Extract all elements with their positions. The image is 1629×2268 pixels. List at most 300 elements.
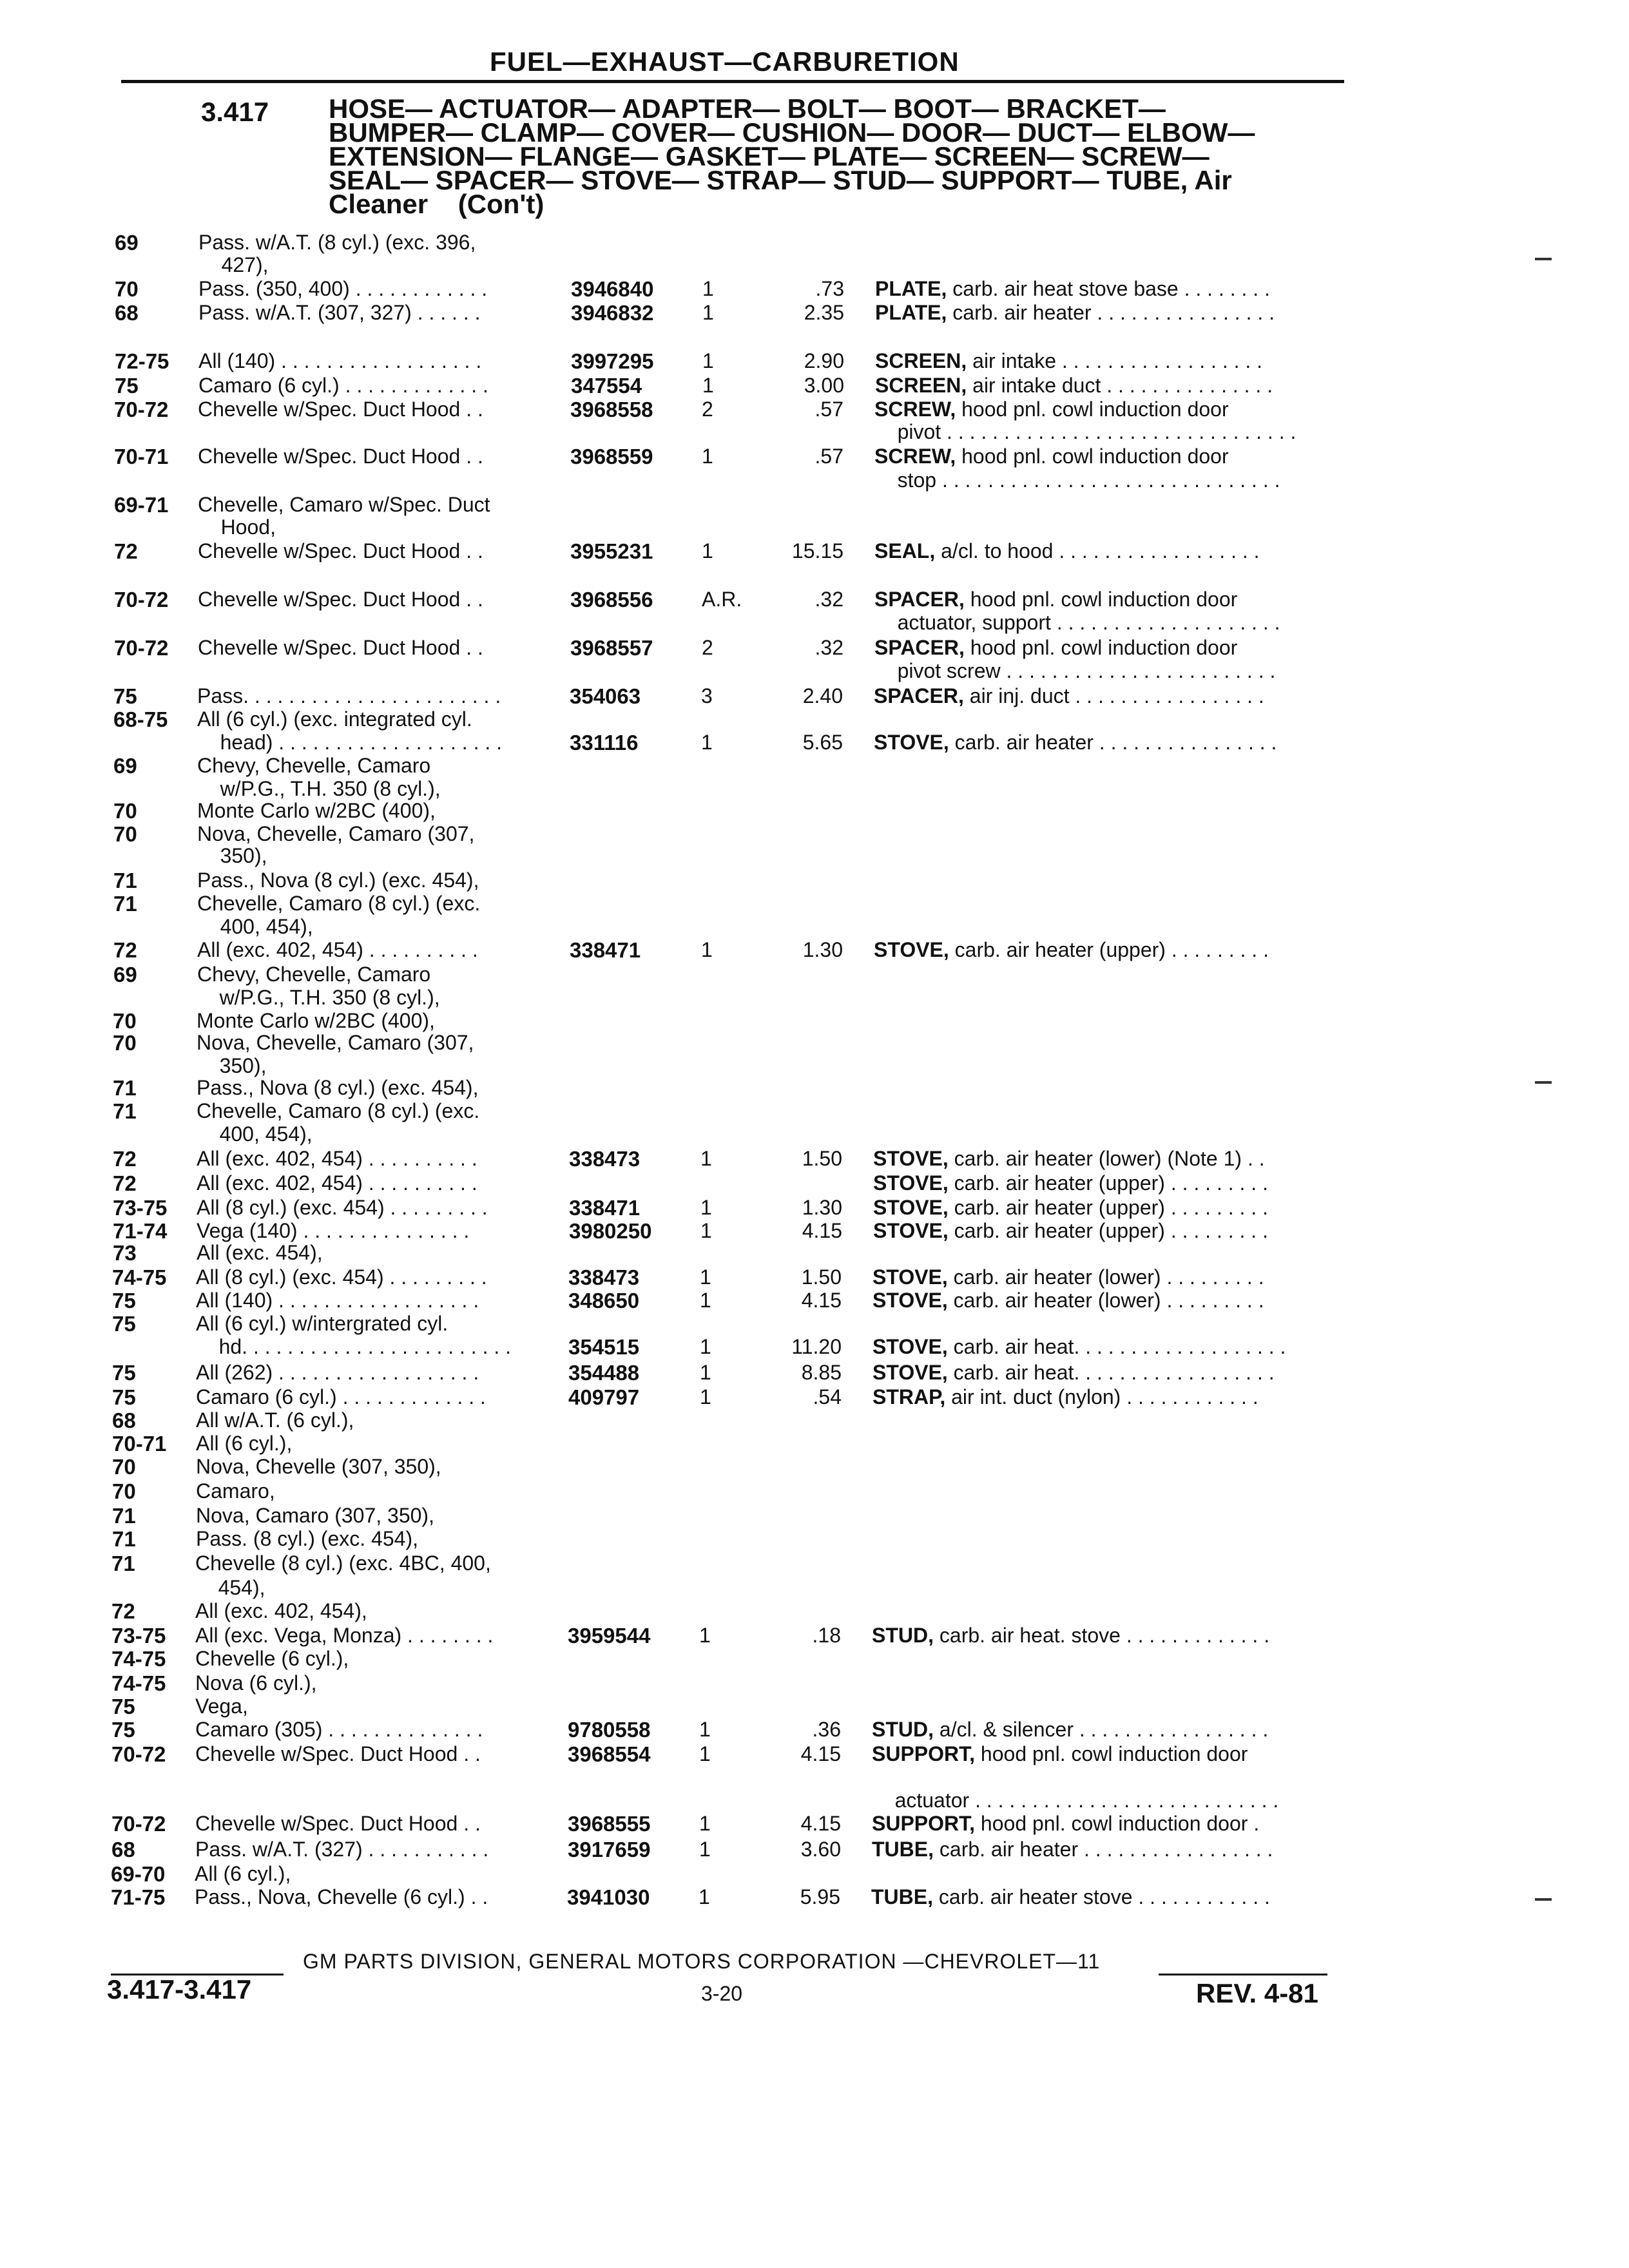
- price: .57: [815, 398, 843, 421]
- footer-page-number: 3-20: [701, 1982, 743, 2005]
- description: [872, 1742, 1248, 1766]
- part-number: 338473: [569, 1147, 641, 1171]
- model-years: 70-71: [114, 445, 169, 468]
- price: 1.30: [802, 938, 843, 961]
- description: [872, 1289, 1264, 1312]
- price: 1.50: [802, 1147, 842, 1170]
- footer-division: GM PARTS DIVISION, GENERAL MOTORS CORPORATION —CHEVROLET—11: [303, 1950, 1101, 1973]
- description-text: actuator . . . . . . . . . . . . . . . . . . . . . . . . . . .: [872, 1789, 1279, 1812]
- application: Camaro (6 cyl.) . . . . . . . . . . . . .: [198, 374, 488, 397]
- description: [872, 1812, 1259, 1836]
- model-years: 73: [113, 1241, 137, 1265]
- model-years: 74-75: [111, 1647, 166, 1671]
- application: 400, 454),: [197, 1122, 313, 1146]
- application: Vega (140) . . . . . . . . . . . . . . .: [197, 1219, 470, 1242]
- description-part-name: STOVE,: [873, 1147, 949, 1170]
- description: [872, 1718, 1268, 1742]
- description: [873, 1171, 1268, 1195]
- price: .57: [815, 445, 843, 468]
- section-title: [329, 93, 1334, 219]
- model-years: 75: [113, 684, 137, 708]
- application: hd. . . . . . . . . . . . . . . . . . . . . . . .: [196, 1335, 512, 1358]
- application: Nova, Chevelle, Camaro (307,: [197, 822, 475, 845]
- price: 11.20: [791, 1335, 842, 1358]
- model-years: 75: [111, 1718, 135, 1742]
- description-part-name: STRAP,: [872, 1385, 946, 1408]
- description-text: carb. air heater stove . . . . . . . . . . . .: [933, 1885, 1270, 1908]
- quantity: 1: [700, 1335, 711, 1358]
- application: 350),: [197, 844, 267, 867]
- model-years: 72-75: [115, 349, 169, 373]
- model-years: 74-75: [112, 1265, 167, 1289]
- price: 4.15: [802, 1219, 842, 1242]
- section-title-line: EXTENSION— FLANGE— GASKET— PLATE— SCREEN— SCREW—: [329, 141, 1210, 171]
- application: Nova, Camaro (307, 350),: [196, 1504, 434, 1527]
- model-years: 71-75: [111, 1885, 166, 1909]
- description-text: carb. air heater . . . . . . . . . . . . . . . . .: [934, 1838, 1273, 1861]
- description: [874, 611, 1280, 635]
- part-number: 3946832: [571, 301, 654, 325]
- price: .32: [815, 636, 843, 659]
- application: All (262) . . . . . . . . . . . . . . . . . .: [196, 1361, 479, 1384]
- part-number: 3955231: [570, 539, 653, 563]
- description-part-name: SCREEN,: [875, 374, 967, 397]
- price: .73: [815, 277, 844, 300]
- model-years: 69: [113, 754, 137, 778]
- quantity: A.R.: [702, 588, 742, 611]
- description-text: carb. air heater (upper) . . . . . . . . .: [948, 1171, 1268, 1195]
- quantity: 2: [702, 398, 713, 421]
- quantity: 1: [702, 374, 714, 397]
- description-part-name: PLATE,: [875, 301, 947, 324]
- description: [872, 1624, 1269, 1648]
- part-number: 3941030: [567, 1885, 650, 1909]
- description-part-name: STOVE,: [872, 1289, 948, 1312]
- price: 2.35: [804, 301, 844, 324]
- description-text: carb. air heat. . . . . . . . . . . . . . . . . . .: [947, 1335, 1286, 1358]
- part-number: 3946840: [571, 277, 654, 301]
- part-number: 354515: [568, 1335, 640, 1359]
- application: w/P.G., T.H. 350 (8 cyl.),: [197, 777, 441, 800]
- description-text: carb. air heater (upper) . . . . . . . . .: [948, 1219, 1268, 1242]
- part-number: 354063: [570, 684, 641, 708]
- price: 1.50: [801, 1265, 842, 1289]
- description-part-name: SPACER,: [874, 684, 964, 707]
- application: All (8 cyl.) (exc. 454) . . . . . . . . .: [196, 1265, 487, 1289]
- model-years: 70-72: [111, 1742, 166, 1766]
- model-years: 71: [113, 1099, 137, 1123]
- description-text: carb. air heater (lower) . . . . . . . . .: [947, 1289, 1264, 1312]
- application: w/P.G., T.H. 350 (8 cyl.),: [197, 986, 440, 1009]
- description-part-name: TUBE,: [871, 1885, 933, 1908]
- part-number: 338471: [570, 938, 641, 962]
- description: [871, 1885, 1270, 1909]
- price: 8.85: [801, 1361, 842, 1384]
- model-years: 75: [112, 1361, 136, 1385]
- model-years: 68-75: [113, 707, 168, 731]
- part-number: 3968556: [570, 588, 653, 611]
- description-text: air intake duct . . . . . . . . . . . . . . .: [967, 374, 1273, 397]
- price: 4.15: [801, 1289, 842, 1312]
- quantity: 1: [699, 1838, 711, 1861]
- model-years: 68: [112, 1408, 136, 1432]
- model-years: 70: [112, 1455, 136, 1479]
- part-number: 3968555: [568, 1812, 651, 1836]
- model-years: 75: [115, 374, 139, 398]
- price: 4.15: [800, 1812, 841, 1835]
- description-text: hood pnl. cowl induction door: [956, 398, 1229, 421]
- application: Chevelle w/Spec. Duct Hood . .: [198, 445, 483, 468]
- application: All (exc. 402, 454) . . . . . . . . . .: [197, 938, 478, 961]
- model-years: 69-71: [114, 493, 169, 517]
- price: 4.15: [800, 1742, 841, 1765]
- edge-mark: [1535, 1081, 1552, 1084]
- application: 427),: [198, 253, 269, 276]
- application: Chevy, Chevelle, Camaro: [197, 963, 431, 986]
- model-years: 71: [112, 1527, 136, 1551]
- application: 350),: [197, 1054, 267, 1077]
- section-title-line: HOSE— ACTUATOR— ADAPTER— BOLT— BOOT— BRACKET—: [329, 93, 1166, 124]
- description-text: carb. air heater (upper) . . . . . . . . .: [948, 1196, 1268, 1219]
- part-number: 348650: [568, 1289, 640, 1312]
- quantity: 1: [700, 1147, 712, 1170]
- description-text: carb. air heat. stove . . . . . . . . . . . . .: [934, 1624, 1270, 1647]
- quantity: 1: [699, 1885, 710, 1908]
- description: [874, 398, 1229, 421]
- section-title-line: SEAL— SPACER— STOVE— STRAP— STUD— SUPPORT— TUBE, Air: [329, 165, 1232, 195]
- description-part-name: SCREW,: [874, 398, 956, 421]
- part-number: 3968558: [570, 398, 653, 421]
- description: [875, 349, 1262, 373]
- quantity: 1: [700, 1219, 712, 1242]
- model-years: 72: [111, 1599, 135, 1623]
- description-part-name: STOVE,: [873, 1196, 949, 1219]
- application: Vega,: [195, 1695, 248, 1718]
- price: .18: [812, 1624, 841, 1647]
- description-text: hood pnl. cowl induction door: [964, 636, 1238, 659]
- description: [874, 659, 1275, 683]
- price: 15.15: [791, 539, 843, 562]
- quantity: 1: [701, 731, 713, 754]
- application: head) . . . . . . . . . . . . . . . . . . . .: [197, 731, 503, 754]
- application: All (exc. 454),: [197, 1241, 323, 1264]
- description-text: hood pnl. cowl induction door: [975, 1742, 1248, 1765]
- description-part-name: SEAL,: [874, 539, 936, 562]
- quantity: 1: [702, 539, 713, 562]
- application: Pass., Nova (8 cyl.) (exc. 454),: [197, 1076, 479, 1099]
- part-number: 409797: [568, 1385, 640, 1409]
- description: [872, 1838, 1273, 1861]
- part-number: 354488: [568, 1361, 640, 1385]
- model-years: 71: [113, 1076, 137, 1100]
- quantity: 1: [702, 277, 714, 300]
- quantity: 1: [699, 1624, 711, 1647]
- description-text: air intake . . . . . . . . . . . . . . . . . .: [967, 349, 1263, 372]
- price: 5.65: [802, 731, 843, 754]
- price: 3.00: [804, 374, 844, 397]
- edge-mark: [1535, 1898, 1552, 1901]
- quantity: 1: [701, 938, 713, 961]
- quantity: 1: [699, 1812, 711, 1835]
- application: Pass., Nova, Chevelle (6 cyl.) . .: [195, 1885, 488, 1908]
- price: 5.95: [800, 1885, 840, 1908]
- model-years: 70: [115, 277, 139, 301]
- description-text: pivot screw . . . . . . . . . . . . . . . . . . . . . . . .: [874, 659, 1276, 682]
- description: [875, 374, 1273, 398]
- description-text: a/cl. to hood . . . . . . . . . . . . . . . . . .: [935, 539, 1260, 562]
- application: Chevelle w/Spec. Duct Hood . .: [195, 1812, 481, 1835]
- description: [873, 1196, 1268, 1220]
- model-years: 72: [113, 938, 137, 962]
- description-part-name: STUD,: [872, 1624, 934, 1647]
- model-years: 71: [113, 892, 137, 916]
- description: [872, 1265, 1264, 1289]
- application: Chevy, Chevelle, Camaro: [197, 754, 431, 777]
- model-years: 71: [112, 1504, 136, 1528]
- description: [874, 468, 1280, 492]
- model-years: 70-72: [114, 636, 169, 660]
- description-text: a/cl. & silencer . . . . . . . . . . . . . . . . .: [934, 1718, 1269, 1741]
- application: All (6 cyl.) (exc. integrated cyl.: [197, 707, 472, 731]
- description: [874, 731, 1277, 754]
- model-years: 69-70: [111, 1862, 166, 1886]
- price: 2.40: [802, 684, 843, 707]
- application: All (140) . . . . . . . . . . . . . . . . . .: [196, 1289, 479, 1312]
- description-part-name: SUPPORT,: [872, 1812, 976, 1835]
- part-number: 331116: [570, 731, 639, 754]
- application: Hood,: [198, 515, 276, 539]
- application: 400, 454),: [197, 915, 313, 938]
- part-number: 3968557: [570, 636, 653, 660]
- application: Chevelle (6 cyl.),: [195, 1647, 349, 1670]
- description-part-name: STOVE,: [872, 1335, 948, 1358]
- quantity: 1: [700, 1289, 711, 1312]
- application: Pass., Nova (8 cyl.) (exc. 454),: [197, 869, 479, 892]
- model-years: 70: [113, 1009, 137, 1033]
- description-text: hood pnl. cowl induction door .: [975, 1812, 1260, 1835]
- description: [875, 277, 1270, 301]
- description-text: actuator, support . . . . . . . . . . . . . . . . . . . .: [874, 611, 1280, 634]
- description-part-name: STOVE,: [874, 731, 949, 754]
- application: Pass. (350, 400) . . . . . . . . . . . .: [198, 277, 488, 300]
- application: All w/A.T. (6 cyl.),: [196, 1408, 354, 1432]
- description-text: stop . . . . . . . . . . . . . . . . . . . . . . . . . . . . . .: [874, 468, 1280, 492]
- price: .54: [813, 1385, 842, 1408]
- application: Chevelle w/Spec. Duct Hood . .: [195, 1742, 481, 1765]
- description-part-name: STOVE,: [872, 1265, 948, 1289]
- part-number: 347554: [571, 374, 642, 398]
- description-text: carb. air heater (lower) (Note 1) . .: [948, 1147, 1265, 1170]
- application: Chevelle, Camaro w/Spec. Duct: [198, 493, 490, 516]
- price: .36: [812, 1718, 841, 1741]
- quantity: 1: [699, 1718, 711, 1741]
- model-years: 68: [115, 301, 139, 325]
- part-number: 3997295: [571, 349, 654, 373]
- description: [872, 1385, 1258, 1409]
- model-years: 73-75: [111, 1624, 166, 1648]
- description-text: carb. air heater (lower) . . . . . . . . .: [947, 1265, 1264, 1289]
- description-text: carb. air heater . . . . . . . . . . . . . . . .: [949, 731, 1277, 754]
- application: All (exc. 402, 454) . . . . . . . . . .: [197, 1147, 477, 1170]
- description: [872, 1335, 1286, 1359]
- description: [872, 1361, 1275, 1385]
- footer-rule-right: [1159, 1974, 1327, 1975]
- application: Chevelle w/Spec. Duct Hood . .: [198, 588, 483, 611]
- header-rule: [121, 80, 1344, 83]
- part-number: 338473: [568, 1265, 640, 1289]
- quantity: 1: [702, 349, 714, 372]
- application: Camaro,: [196, 1479, 275, 1503]
- application: Monte Carlo w/2BC (400),: [197, 799, 436, 822]
- application: Pass. (8 cyl.) (exc. 454),: [196, 1527, 418, 1550]
- application: Chevelle w/Spec. Duct Hood . .: [198, 636, 483, 659]
- part-number: 3968559: [570, 445, 653, 468]
- description-part-name: TUBE,: [872, 1838, 934, 1861]
- edge-mark: [1535, 258, 1552, 260]
- description: [874, 938, 1269, 962]
- page-header-title: FUEL—EXHAUST—CARBURETION: [490, 46, 959, 77]
- price: 3.60: [800, 1838, 841, 1861]
- description-text: air inj. duct . . . . . . . . . . . . . . . . .: [963, 684, 1264, 707]
- quantity: 1: [700, 1361, 711, 1384]
- price: .32: [815, 588, 843, 611]
- model-years: 69: [115, 231, 139, 255]
- model-years: 70-72: [111, 1812, 166, 1836]
- model-years: 71: [113, 869, 137, 892]
- price: 1.30: [802, 1196, 842, 1219]
- price: 2.90: [804, 349, 844, 372]
- description-part-name: STOVE,: [872, 1361, 948, 1384]
- description: [874, 539, 1260, 563]
- description-part-name: PLATE,: [875, 277, 947, 300]
- application: All (exc. 402, 454) . . . . . . . . . .: [197, 1171, 477, 1195]
- application: Chevelle, Camaro (8 cyl.) (exc.: [197, 892, 481, 915]
- section-title-line: BUMPER— CLAMP— COVER— CUSHION— DOOR— DUCT— ELBOW—: [329, 117, 1255, 148]
- model-years: 70: [113, 822, 137, 846]
- quantity: 1: [700, 1385, 711, 1408]
- description: [875, 301, 1275, 325]
- quantity: 2: [702, 636, 713, 659]
- application: All (8 cyl.) (exc. 454) . . . . . . . . .: [197, 1196, 488, 1219]
- application: Nova (6 cyl.),: [195, 1671, 317, 1695]
- description-text: carb. air heater (upper) . . . . . . . . .: [949, 938, 1269, 961]
- description: [874, 684, 1264, 708]
- description-text: hood pnl. cowl induction door: [964, 588, 1238, 611]
- description-part-name: STOVE,: [874, 938, 949, 961]
- application: All (exc. 402, 454),: [195, 1599, 367, 1622]
- description-part-name: SPACER,: [874, 588, 965, 611]
- model-years: 72: [113, 1171, 137, 1195]
- application: Camaro (305) . . . . . . . . . . . . . .: [195, 1718, 483, 1741]
- model-years: 70-72: [114, 588, 169, 611]
- quantity: 1: [700, 1196, 712, 1219]
- section-number: 3.417: [201, 97, 269, 127]
- model-years: 70-72: [114, 398, 169, 421]
- description-text: hood pnl. cowl induction door: [956, 445, 1229, 468]
- application: All (140) . . . . . . . . . . . . . . . . . .: [198, 349, 482, 372]
- model-years: 72: [114, 539, 138, 563]
- quantity: 1: [702, 445, 713, 468]
- description-part-name: SPACER,: [874, 636, 965, 659]
- application: All (exc. Vega, Monza) . . . . . . . .: [195, 1624, 494, 1647]
- model-years: 74-75: [111, 1671, 166, 1695]
- description-text: pivot . . . . . . . . . . . . . . . . . . . . . . . . . . . . . . .: [874, 420, 1296, 443]
- description-part-name: STOVE,: [873, 1219, 949, 1242]
- model-years: 75: [111, 1695, 135, 1718]
- model-years: 69: [113, 963, 137, 986]
- section-title-line: Cleaner (Con't): [329, 189, 545, 219]
- description-text: carb. air heat stove base . . . . . . . .: [947, 277, 1270, 300]
- model-years: 70: [113, 1031, 137, 1055]
- quantity: 1: [702, 301, 714, 324]
- application: Chevelle, Camaro (8 cyl.) (exc.: [197, 1099, 480, 1122]
- description-part-name: STOVE,: [873, 1171, 949, 1195]
- description: [873, 1219, 1268, 1243]
- application: All (6 cyl.),: [195, 1862, 291, 1885]
- description-part-name: STUD,: [872, 1718, 934, 1741]
- model-years: 70-71: [112, 1432, 167, 1456]
- description: [874, 420, 1296, 444]
- model-years: 68: [111, 1838, 135, 1861]
- application: Chevelle w/Spec. Duct Hood . .: [198, 398, 483, 421]
- part-number: 3980250: [569, 1219, 652, 1243]
- quantity: 3: [701, 684, 713, 707]
- part-number: 338471: [569, 1196, 641, 1220]
- description-text: carb. air heater . . . . . . . . . . . . . . . .: [947, 301, 1275, 324]
- application: Pass. w/A.T. (327) . . . . . . . . . . .: [195, 1838, 489, 1861]
- description: [874, 445, 1229, 468]
- application: Pass. . . . . . . . . . . . . . . . . . . . . . .: [197, 684, 501, 707]
- part-number: 3917659: [568, 1838, 651, 1861]
- application: Nova, Chevelle (307, 350),: [196, 1455, 441, 1478]
- quantity: 1: [699, 1742, 711, 1765]
- description-part-name: SCREW,: [874, 445, 956, 468]
- description: [874, 588, 1237, 611]
- description-part-name: SCREEN,: [875, 349, 967, 372]
- application: Chevelle (8 cyl.) (exc. 4BC, 400,: [195, 1552, 491, 1575]
- description-part-name: SUPPORT,: [872, 1742, 976, 1765]
- description-text: carb. air heat. . . . . . . . . . . . . . . . . .: [947, 1361, 1275, 1384]
- part-number: 3959544: [568, 1624, 651, 1648]
- model-years: 71: [111, 1552, 135, 1575]
- application: Nova, Chevelle, Camaro (307,: [197, 1031, 474, 1054]
- application: All (6 cyl.) w/intergrated cyl.: [196, 1312, 448, 1335]
- model-years: 70: [112, 1479, 136, 1503]
- application: Camaro (6 cyl.) . . . . . . . . . . . . .: [196, 1385, 486, 1408]
- model-years: 75: [112, 1312, 136, 1336]
- description-text: air int. duct (nylon) . . . . . . . . . . . .: [945, 1385, 1258, 1408]
- model-years: 72: [113, 1147, 137, 1171]
- application: Pass. w/A.T. (307, 327) . . . . . .: [198, 301, 481, 324]
- part-number: 3968554: [568, 1742, 651, 1766]
- footer-section-id: 3.417-3.417: [107, 1974, 252, 2004]
- application: 454),: [195, 1576, 265, 1599]
- model-years: 73-75: [113, 1196, 168, 1220]
- description: [874, 636, 1237, 660]
- model-years: 75: [112, 1289, 136, 1312]
- model-years: 75: [112, 1385, 136, 1409]
- part-number: 9780558: [568, 1718, 651, 1742]
- application: Chevelle w/Spec. Duct Hood . .: [198, 539, 483, 562]
- footer-revision: REV. 4-81: [1196, 1978, 1318, 2008]
- application: Pass. w/A.T. (8 cyl.) (exc. 396,: [198, 231, 476, 254]
- model-years: 71-74: [113, 1219, 168, 1243]
- quantity: 1: [700, 1265, 711, 1289]
- model-years: 70: [113, 799, 137, 823]
- application: All (6 cyl.),: [196, 1432, 293, 1455]
- description: [873, 1147, 1265, 1171]
- description: [872, 1789, 1278, 1812]
